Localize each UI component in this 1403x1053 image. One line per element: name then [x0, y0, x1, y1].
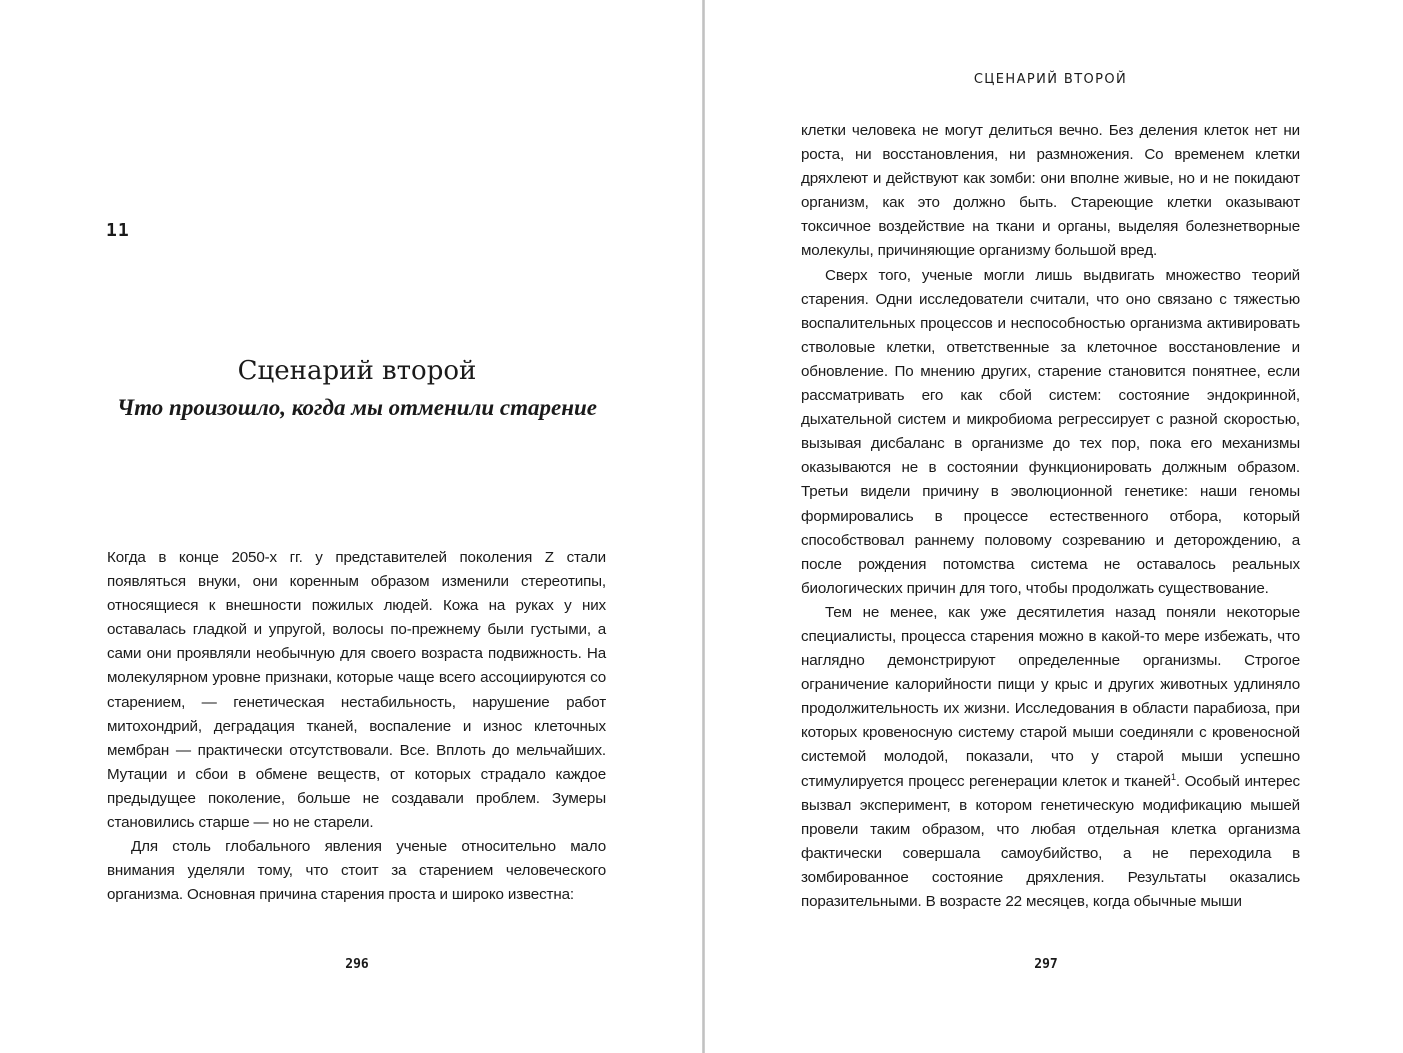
paragraph-text: Тем не менее, как уже десятилетия назад поняли некоторые специалисты, процесса старения можно в какой-то мере избежать, что наглядно демонстрируют определенные организмы. Строгое ограничение калорийности пищи у крыс и других животных удлиняло продолжительность их жизни. Исследования в области парабиоза, при которых кровеносную систему старой мыши соединяли с кровеносной системой молодой, показали, что у старой мыши успешно стимулируется процесс регенерации клеток и тканей [801, 603, 1300, 790]
paragraph: Когда в конце 2050-х гг. у представителей поколения Z стали появляться внуки, они коренным образом изменили стереотипы, относящиеся к внешности пожилых людей. Кожа на руках у них оставалась гладкой и упругой, волосы по-прежнему были густыми, а сами они проявляли необычную для своего возраста подвижность. На молекулярном уровне признаки, которые чаще всего ассоциируются со старением, — генетическая нестабильность, нарушение работ митохондрий, деградация тканей, воспаление и износ клеточных мембран — практически отсутствовали. Все. Вплоть до мельчайших. Мутации и сбои в обмене веществ, от которых страдало каждое предыдущее поколение, больше не создавали проблем. Зумеры становились старше — но не старели. [107, 549, 606, 832]
paragraph: Для столь глобального явления ученые относительно мало внимания уделяли тому, что стоит за старением человеческого организма. Основная причина старения проста и широко известна: [107, 838, 606, 904]
chapter-title: Сценарий второй [237, 356, 477, 386]
page-number: 296 [345, 957, 369, 972]
page-number: 297 [1034, 957, 1058, 972]
chapter-number: 11 [106, 220, 130, 241]
left-page-body [107, 546, 606, 907]
chapter-subtitle: Что произошло, когда мы отменили старение [117, 395, 597, 420]
right-page-body [801, 119, 1300, 914]
right-page [705, 0, 1403, 1053]
paragraph [801, 601, 1300, 914]
running-header: СЦЕНАРИЙ ВТОРОЙ [973, 72, 1128, 87]
paragraph: Сверх того, ученые могли лишь выдвигать множество теорий старения. Одни исследователи считали, что оно связано с тяжестью воспалительных процессов и неспособностью организма активировать стволовые клетки, ответственные за клеточное восстановление и обновление. По мнению других, старение становится понятнее, если рассматривать его как сбой систем: состояние эндокринной, дыхательной систем и микробиома регрессирует с разной скоростью, вызывая дисбаланс в организме до тех пор, пока его механизмы оказываются не в состоянии функционировать должным образом. Третьи видели причину в эволюционной генетике: наши геномы формировались в процессе естественного отбора, который способствовал раннему половому созреванию и деторождению, а после рождения потомства система не оставалось реальных биологических причин для того, чтобы продолжать существование. [801, 266, 1300, 597]
paragraph-text: . Особый интерес вызвал эксперимент, в котором генетическую модификацию мышей провели таким образом, что любая отдельная клетка организма фактически совершала самоубийство, а не переходила в зомбированное состояние дряхления. Результаты оказались поразительными. В возрасте 22 месяцев, когда обычные мыши [801, 772, 1300, 910]
paragraph: клетки человека не могут делиться вечно. Без деления клеток нет ни роста, ни восстановления, ни размножения. Со временем клетки дряхлеют и действуют как зомби: они вполне живые, но и не покидают организм, как это должно быть. Стареющие клетки оказывают токсичное воздействие на ткани и органы, выделяя болезнетворные молекулы, причиняющие организму большой вред. [801, 122, 1300, 260]
footnote-reference[interactable]: 1 [1171, 771, 1176, 782]
